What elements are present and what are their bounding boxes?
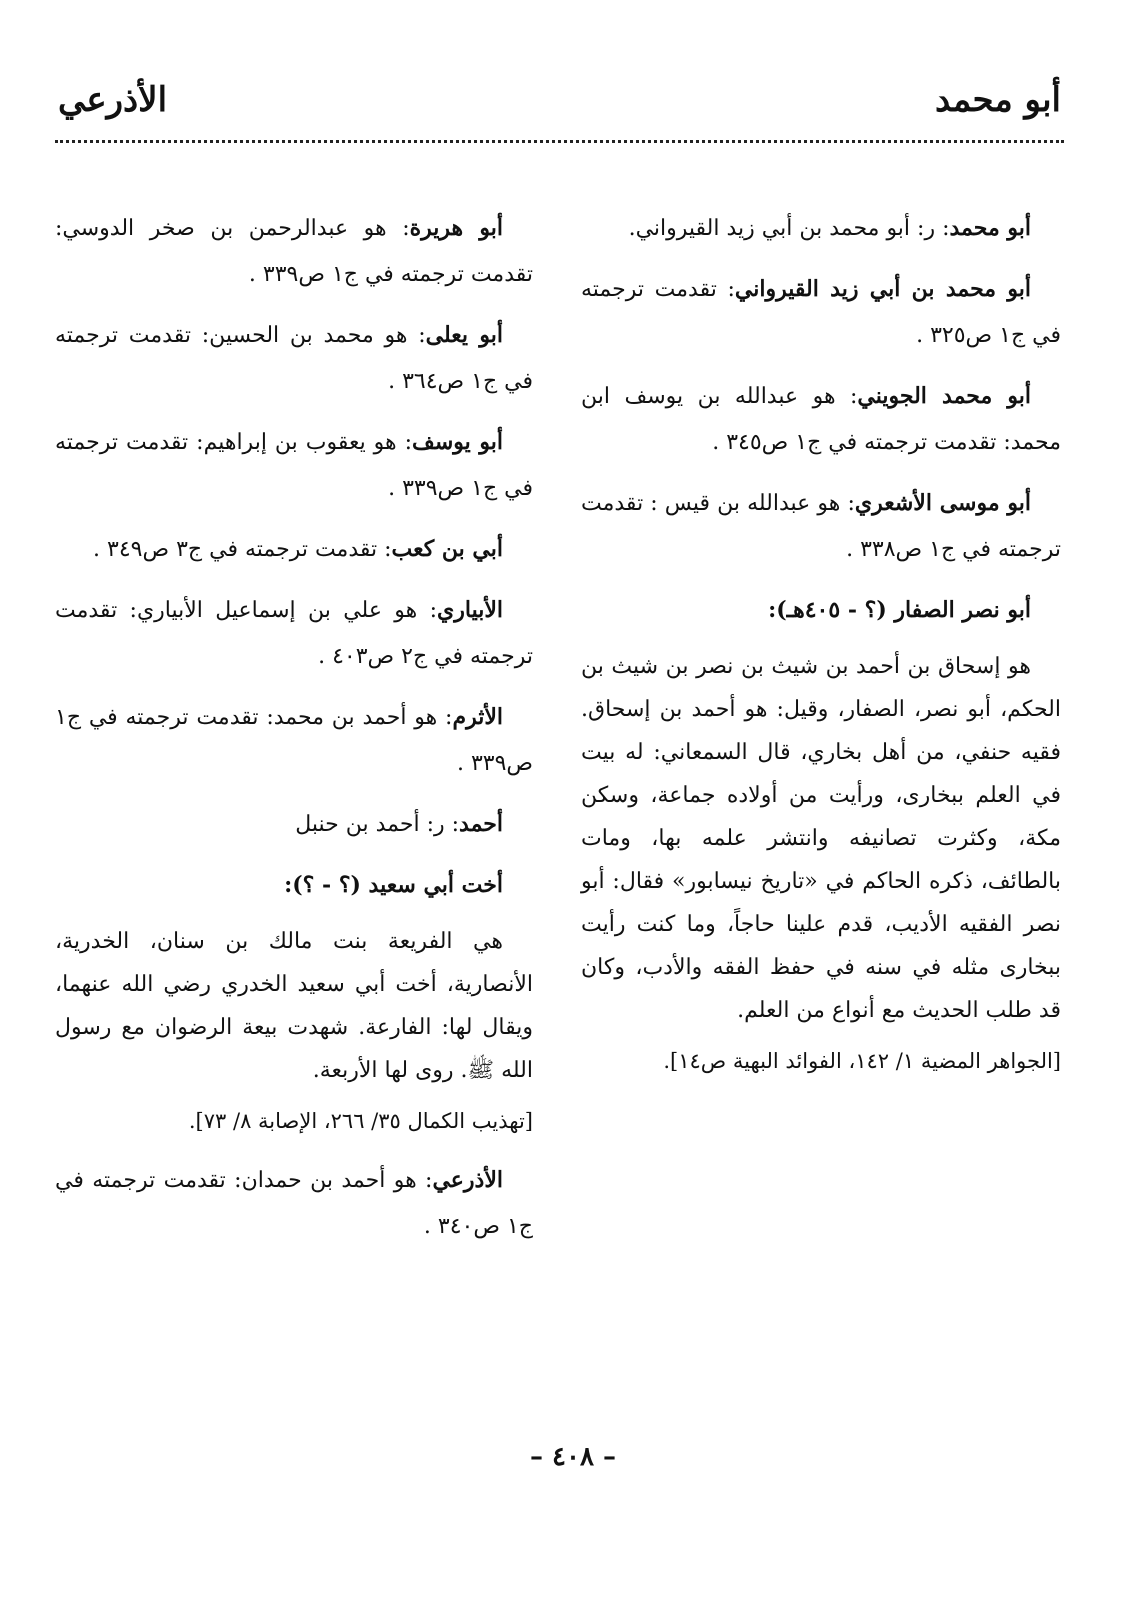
entry-text: : هو يعقوب بن إبراهيم: تقدمت ترجمته في ج١ ص٣٣٩ . [55,430,533,501]
entry-abu-hurayra [55,205,533,298]
entry-athram [55,694,533,787]
entry-term: أبو محمد الجويني [857,383,1031,409]
entry-term: أبو هريرة [409,215,503,241]
bio-text-sister: هي الفريعة بنت مالك بن سنان، الخدرية، الأنصارية، أخت أبي سعيد الخدري رضي الله عنهما، ويقال لها: الفارعة. شهدت بيعة الرضوان مع رسول الله ﷺ. روى لها الأربعة. [55,929,533,1083]
entry-abu-yusuf [55,419,533,512]
entry-text: : ر: أحمد بن حنبل [295,812,460,837]
entry-abyari [55,587,533,680]
entry-term: أحمد [459,811,503,837]
entry-text: : تقدمت ترجمته في ج١ ص٣٢٥ . [581,277,1061,348]
entry-term: أبو يوسف [412,429,503,455]
entry-term: الأبياري [437,597,503,623]
entry-text: : هو أحمد بن محمد: تقدمت ترجمته في ج١ ص٣٣٩ . [55,705,533,776]
entry-text: : تقدمت ترجمته في ج٣ ص٣٤٩ . [93,537,392,562]
running-header-right: أبو محمد [935,80,1061,120]
entry-adhraI [55,1157,533,1250]
entry-text: : هو علي بن إسماعيل الأبياري: تقدمت ترجمته في ج٢ ص٤٠٣ . [55,598,533,669]
entry-term: أبو محمد [949,215,1031,241]
entry-text: : هو عبدالرحمن بن صخر الدوسي: تقدمت ترجمته في ج١ ص٣٣٩ . [55,216,533,287]
entry-term: الأثرم [452,704,503,730]
entry-term: الأذرعي [432,1167,503,1193]
entry-ibn-abi-zayd [581,266,1061,359]
bio-reference-sister: [تهذيب الكمال ٣٥/ ٢٦٦، الإصابة ٨/ ٧٣]. [188,1109,533,1133]
bio-heading-saffar: أبو نصر الصفار (؟ - ٤٠٥هـ): [768,597,1031,623]
running-header-left: الأذرعي [58,80,168,120]
bio-heading-sister: أخت أبي سعيد (؟ - ؟): [284,872,503,898]
header-dotted-rule [55,140,1064,143]
right-column [581,205,1061,1097]
entry-term: أبو موسى الأشعري [854,490,1031,516]
entry-term: أبو محمد بن أبي زيد القيرواني [734,276,1031,302]
entry-term: أبو يعلى [425,322,503,348]
entry-ashari [581,480,1061,573]
entry-term: أبي بن كعب [391,536,503,562]
entry-text: : هو عبدالله بن قيس : تقدمت ترجمته في ج١ ص٣٣٨ . [581,491,1061,562]
entry-text: : ر: أبو محمد بن أبي زيد القيرواني. [628,216,950,241]
entry-abu-muhammad [581,205,1061,252]
entry-text: : هو محمد بن الحسين: تقدمت ترجمته في ج١ ص٣٦٤ . [55,323,533,394]
left-column [55,205,533,1264]
entry-juwayni [581,373,1061,466]
entry-ubay [55,526,533,573]
bio-text-saffar: هو إسحاق بن أحمد بن شيث بن نصر بن شيث بن الحكم، أبو نصر، الصفار، وقيل: هو أحمد بن إسحاق. فقيه حنفي، من أهل بخاري، قال السمعاني: له بيت في العلم ببخارى، ورأيت من أولاده جماعة، وسكن مكة، وكثرت تصانيفه وانتشر علمه بها، ومات بالطائف، ذكره الحاكم في «تاريخ نيسابور» فقال: أبو نصر الفقيه الأديب، قدم علينا حاجاً، وما كنت رأيت ببخارى مثله في سنه في حفظ الفقه والأدب، وكان قد طلب الحديث مع أنواع من العلم. [581,654,1061,1023]
page-number: – ٤٠٨ – [529,1442,617,1472]
entry-ahmad [55,801,533,848]
entry-text: : هو أحمد بن حمدان: تقدمت ترجمته في ج١ ص٣٤٠ . [55,1168,533,1239]
entry-text: : هو عبدالله بن يوسف ابن محمد: تقدمت ترجمته في ج١ ص٣٤٥ . [581,384,1061,455]
entry-abu-yala [55,312,533,405]
bio-reference-saffar: [الجواهر المضية ١/ ١٤٢، الفوائد البهية ص١٤]. [663,1049,1061,1073]
